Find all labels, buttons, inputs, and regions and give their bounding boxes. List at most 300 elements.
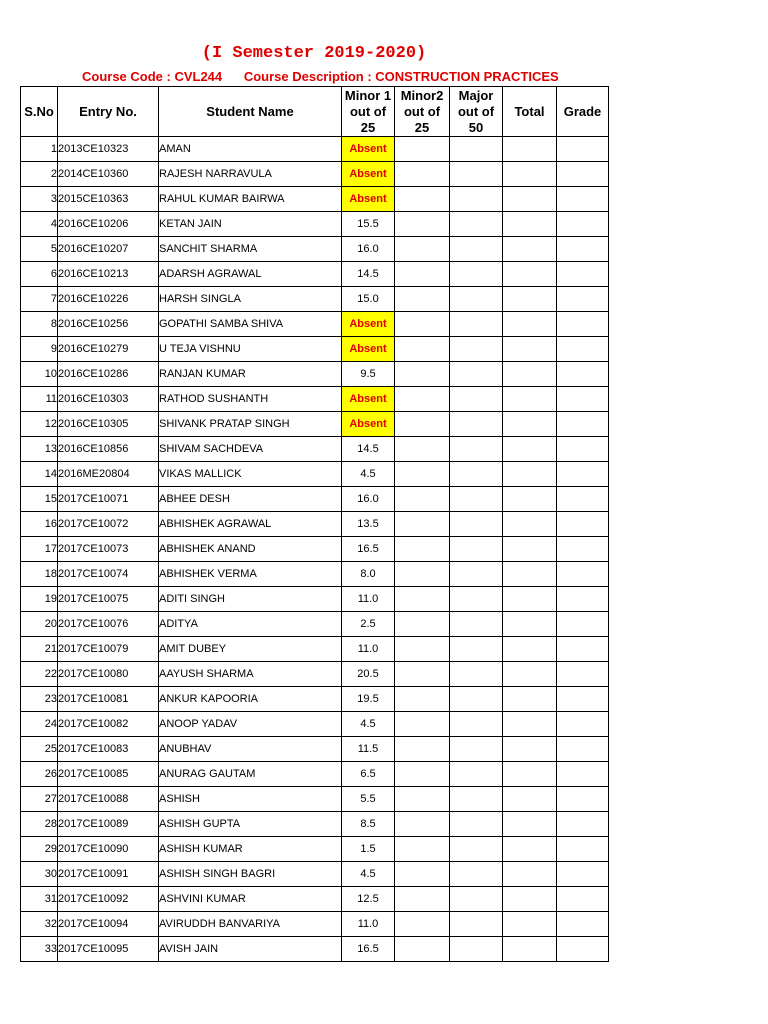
grade-cell <box>557 187 609 212</box>
total-cell <box>503 812 557 837</box>
grade-cell <box>557 512 609 537</box>
course-info: Course Code : CVL244 Course Description : CONSTRUCTION PRACTICES <box>82 69 559 84</box>
table-row <box>21 137 609 162</box>
column-header: Entry No. <box>58 87 159 137</box>
student-name-cell: RAJESH NARRAVULA <box>159 162 342 187</box>
major-cell <box>450 787 503 812</box>
total-cell <box>503 412 557 437</box>
major-cell <box>450 812 503 837</box>
total-cell <box>503 162 557 187</box>
minor2-cell <box>395 137 450 162</box>
table-row <box>21 287 609 312</box>
major-cell <box>450 687 503 712</box>
sno-cell: 11 <box>21 387 58 412</box>
sno-cell: 14 <box>21 462 58 487</box>
sno-cell: 31 <box>21 887 58 912</box>
total-cell <box>503 437 557 462</box>
minor1-cell: 9.5 <box>342 362 395 387</box>
minor2-cell <box>395 262 450 287</box>
minor1-cell: 5.5 <box>342 787 395 812</box>
minor2-cell <box>395 412 450 437</box>
student-name-cell: ABHISHEK ANAND <box>159 537 342 562</box>
column-header: Total <box>503 87 557 137</box>
minor2-cell <box>395 362 450 387</box>
table-row <box>21 912 609 937</box>
major-cell <box>450 862 503 887</box>
major-cell <box>450 187 503 212</box>
minor1-cell: 16.5 <box>342 937 395 962</box>
minor1-cell: 19.5 <box>342 687 395 712</box>
major-cell <box>450 562 503 587</box>
entry-no-cell: 2017CE10083 <box>58 737 159 762</box>
table-row <box>21 762 609 787</box>
entry-no-cell: 2016CE10256 <box>58 312 159 337</box>
entry-no-cell: 2016CE10213 <box>58 262 159 287</box>
grade-cell <box>557 237 609 262</box>
sno-cell: 28 <box>21 812 58 837</box>
entry-no-cell: 2016CE10206 <box>58 212 159 237</box>
major-cell <box>450 337 503 362</box>
entry-no-cell: 2017CE10081 <box>58 687 159 712</box>
sno-cell: 22 <box>21 662 58 687</box>
grade-cell <box>557 212 609 237</box>
entry-no-cell: 2014CE10360 <box>58 162 159 187</box>
major-cell <box>450 312 503 337</box>
sno-cell: 16 <box>21 512 58 537</box>
total-cell <box>503 587 557 612</box>
minor1-cell: 14.5 <box>342 437 395 462</box>
total-cell <box>503 362 557 387</box>
student-name-cell: ADITI SINGH <box>159 587 342 612</box>
grade-cell <box>557 612 609 637</box>
sno-cell: 18 <box>21 562 58 587</box>
table-row <box>21 387 609 412</box>
total-cell <box>503 337 557 362</box>
grade-cell <box>557 487 609 512</box>
minor1-cell: Absent <box>342 387 395 412</box>
major-cell <box>450 737 503 762</box>
sno-cell: 6 <box>21 262 58 287</box>
table-row <box>21 162 609 187</box>
minor2-cell <box>395 712 450 737</box>
minor1-cell: 14.5 <box>342 262 395 287</box>
total-cell <box>503 712 557 737</box>
grade-cell <box>557 412 609 437</box>
table-row <box>21 362 609 387</box>
total-cell <box>503 687 557 712</box>
minor2-cell <box>395 437 450 462</box>
grade-cell <box>557 337 609 362</box>
grade-cell <box>557 162 609 187</box>
column-header: Grade <box>557 87 609 137</box>
table-row <box>21 212 609 237</box>
entry-no-cell: 2013CE10323 <box>58 137 159 162</box>
sno-cell: 19 <box>21 587 58 612</box>
grade-cell <box>557 912 609 937</box>
major-cell <box>450 637 503 662</box>
table-row <box>21 487 609 512</box>
table-row <box>21 662 609 687</box>
total-cell <box>503 262 557 287</box>
entry-no-cell: 2017CE10071 <box>58 487 159 512</box>
student-name-cell: ASHISH <box>159 787 342 812</box>
table-row <box>21 937 609 962</box>
minor2-cell <box>395 762 450 787</box>
semester-title: (I Semester 2019-2020) <box>201 44 427 63</box>
student-name-cell: VIKAS MALLICK <box>159 462 342 487</box>
major-cell <box>450 612 503 637</box>
minor1-cell: Absent <box>342 337 395 362</box>
minor1-cell: 13.5 <box>342 512 395 537</box>
minor2-cell <box>395 512 450 537</box>
table-row <box>21 187 609 212</box>
grade-cell <box>557 537 609 562</box>
minor2-cell <box>395 837 450 862</box>
table-row <box>21 337 609 362</box>
grade-cell <box>557 862 609 887</box>
entry-no-cell: 2017CE10090 <box>58 837 159 862</box>
minor2-cell <box>395 337 450 362</box>
entry-no-cell: 2017CE10079 <box>58 637 159 662</box>
major-cell <box>450 212 503 237</box>
major-cell <box>450 587 503 612</box>
grade-cell <box>557 587 609 612</box>
total-cell <box>503 137 557 162</box>
major-cell <box>450 712 503 737</box>
table-row <box>21 237 609 262</box>
table-row <box>21 312 609 337</box>
grade-cell <box>557 137 609 162</box>
grade-cell <box>557 887 609 912</box>
student-name-cell: AMAN <box>159 137 342 162</box>
entry-no-cell: 2017CE10072 <box>58 512 159 537</box>
column-header: Minor2 out of 25 <box>395 87 450 137</box>
entry-no-cell: 2016CE10279 <box>58 337 159 362</box>
major-cell <box>450 387 503 412</box>
grade-cell <box>557 837 609 862</box>
minor2-cell <box>395 912 450 937</box>
student-name-cell: AAYUSH SHARMA <box>159 662 342 687</box>
student-name-cell: ANUBHAV <box>159 737 342 762</box>
student-name-cell: ANOOP YADAV <box>159 712 342 737</box>
minor2-cell <box>395 287 450 312</box>
total-cell <box>503 787 557 812</box>
grade-cell <box>557 437 609 462</box>
student-name-cell: ADARSH AGRAWAL <box>159 262 342 287</box>
minor2-cell <box>395 787 450 812</box>
sno-cell: 15 <box>21 487 58 512</box>
total-cell <box>503 287 557 312</box>
minor2-cell <box>395 212 450 237</box>
grade-cell <box>557 387 609 412</box>
entry-no-cell: 2017CE10080 <box>58 662 159 687</box>
table-row <box>21 587 609 612</box>
minor2-cell <box>395 587 450 612</box>
minor2-cell <box>395 612 450 637</box>
table-row <box>21 412 609 437</box>
major-cell <box>450 937 503 962</box>
entry-no-cell: 2017CE10075 <box>58 587 159 612</box>
minor2-cell <box>395 162 450 187</box>
major-cell <box>450 887 503 912</box>
total-cell <box>503 912 557 937</box>
total-cell <box>503 212 557 237</box>
entry-no-cell: 2017CE10092 <box>58 887 159 912</box>
entry-no-cell: 2015CE10363 <box>58 187 159 212</box>
grade-cell <box>557 812 609 837</box>
minor1-cell: 12.5 <box>342 887 395 912</box>
sno-cell: 26 <box>21 762 58 787</box>
entry-no-cell: 2017CE10091 <box>58 862 159 887</box>
minor1-cell: Absent <box>342 137 395 162</box>
student-name-cell: RAHUL KUMAR BAIRWA <box>159 187 342 212</box>
student-name-cell: ANURAG GAUTAM <box>159 762 342 787</box>
minor1-cell: 4.5 <box>342 712 395 737</box>
major-cell <box>450 412 503 437</box>
total-cell <box>503 887 557 912</box>
grade-cell <box>557 787 609 812</box>
total-cell <box>503 512 557 537</box>
minor1-cell: 15.0 <box>342 287 395 312</box>
sno-cell: 9 <box>21 337 58 362</box>
table-row <box>21 687 609 712</box>
grade-cell <box>557 737 609 762</box>
student-name-cell: KETAN JAIN <box>159 212 342 237</box>
minor1-cell: 20.5 <box>342 662 395 687</box>
minor1-cell: 6.5 <box>342 762 395 787</box>
total-cell <box>503 562 557 587</box>
table-row <box>21 462 609 487</box>
student-name-cell: AVISH JAIN <box>159 937 342 962</box>
sno-cell: 2 <box>21 162 58 187</box>
minor2-cell <box>395 737 450 762</box>
table-row <box>21 862 609 887</box>
table-row <box>21 712 609 737</box>
student-name-cell: ASHISH SINGH BAGRI <box>159 862 342 887</box>
minor2-cell <box>395 637 450 662</box>
minor2-cell <box>395 312 450 337</box>
student-name-cell: ABHISHEK VERMA <box>159 562 342 587</box>
sno-cell: 32 <box>21 912 58 937</box>
major-cell <box>450 912 503 937</box>
grade-cell <box>557 287 609 312</box>
grade-cell <box>557 762 609 787</box>
total-cell <box>503 387 557 412</box>
student-name-cell: AMIT DUBEY <box>159 637 342 662</box>
minor2-cell <box>395 187 450 212</box>
table-row <box>21 812 609 837</box>
grade-cell <box>557 662 609 687</box>
table-row <box>21 262 609 287</box>
minor1-cell: 4.5 <box>342 462 395 487</box>
total-cell <box>503 612 557 637</box>
grade-cell <box>557 262 609 287</box>
entry-no-cell: 2017CE10076 <box>58 612 159 637</box>
total-cell <box>503 487 557 512</box>
major-cell <box>450 237 503 262</box>
minor2-cell <box>395 687 450 712</box>
sno-cell: 12 <box>21 412 58 437</box>
major-cell <box>450 487 503 512</box>
student-name-cell: HARSH SINGLA <box>159 287 342 312</box>
header-row <box>21 87 609 137</box>
table-row <box>21 837 609 862</box>
table-row <box>21 737 609 762</box>
sno-cell: 5 <box>21 237 58 262</box>
major-cell <box>450 137 503 162</box>
grade-cell <box>557 362 609 387</box>
minor2-cell <box>395 662 450 687</box>
table-row <box>21 512 609 537</box>
major-cell <box>450 537 503 562</box>
total-cell <box>503 237 557 262</box>
total-cell <box>503 187 557 212</box>
table-row <box>21 612 609 637</box>
minor1-cell: 16.5 <box>342 537 395 562</box>
column-header: Minor 1 out of 25 <box>342 87 395 137</box>
minor1-cell: 4.5 <box>342 862 395 887</box>
student-name-cell: RANJAN KUMAR <box>159 362 342 387</box>
minor1-cell: 8.5 <box>342 812 395 837</box>
grade-cell <box>557 462 609 487</box>
entry-no-cell: 2016CE10856 <box>58 437 159 462</box>
major-cell <box>450 662 503 687</box>
minor1-cell: Absent <box>342 162 395 187</box>
entry-no-cell: 2017CE10094 <box>58 912 159 937</box>
entry-no-cell: 2017CE10085 <box>58 762 159 787</box>
sno-cell: 4 <box>21 212 58 237</box>
sno-cell: 29 <box>21 837 58 862</box>
sno-cell: 25 <box>21 737 58 762</box>
grade-cell <box>557 687 609 712</box>
sno-cell: 17 <box>21 537 58 562</box>
student-name-cell: RATHOD SUSHANTH <box>159 387 342 412</box>
minor1-cell: 2.5 <box>342 612 395 637</box>
table-body <box>21 137 609 962</box>
sno-cell: 30 <box>21 862 58 887</box>
minor1-cell: 11.0 <box>342 587 395 612</box>
major-cell <box>450 287 503 312</box>
student-name-cell: ASHVINI KUMAR <box>159 887 342 912</box>
minor2-cell <box>395 537 450 562</box>
grade-cell <box>557 712 609 737</box>
sno-cell: 7 <box>21 287 58 312</box>
column-header: S.No <box>21 87 58 137</box>
major-cell <box>450 512 503 537</box>
minor1-cell: Absent <box>342 312 395 337</box>
student-name-cell: ANKUR KAPOORIA <box>159 687 342 712</box>
total-cell <box>503 637 557 662</box>
total-cell <box>503 937 557 962</box>
major-cell <box>450 462 503 487</box>
sno-cell: 21 <box>21 637 58 662</box>
student-name-cell: AVIRUDDH BANVARIYA <box>159 912 342 937</box>
sno-cell: 23 <box>21 687 58 712</box>
sno-cell: 8 <box>21 312 58 337</box>
grade-cell <box>557 937 609 962</box>
total-cell <box>503 837 557 862</box>
student-name-cell: ASHISH GUPTA <box>159 812 342 837</box>
minor2-cell <box>395 862 450 887</box>
major-cell <box>450 762 503 787</box>
entry-no-cell: 2017CE10088 <box>58 787 159 812</box>
grade-cell <box>557 562 609 587</box>
table-row <box>21 437 609 462</box>
student-name-cell: U TEJA VISHNU <box>159 337 342 362</box>
sno-cell: 3 <box>21 187 58 212</box>
minor1-cell: 8.0 <box>342 562 395 587</box>
minor1-cell: 1.5 <box>342 837 395 862</box>
student-name-cell: GOPATHI SAMBA SHIVA <box>159 312 342 337</box>
minor1-cell: 15.5 <box>342 212 395 237</box>
entry-no-cell: 2016ME20804 <box>58 462 159 487</box>
sno-cell: 33 <box>21 937 58 962</box>
minor1-cell: 16.0 <box>342 237 395 262</box>
entry-no-cell: 2017CE10082 <box>58 712 159 737</box>
sno-cell: 27 <box>21 787 58 812</box>
table-row <box>21 637 609 662</box>
minor2-cell <box>395 237 450 262</box>
entry-no-cell: 2017CE10074 <box>58 562 159 587</box>
student-name-cell: SHIVANK PRATAP SINGH <box>159 412 342 437</box>
entry-no-cell: 2016CE10207 <box>58 237 159 262</box>
minor2-cell <box>395 487 450 512</box>
minor1-cell: Absent <box>342 187 395 212</box>
grade-cell <box>557 312 609 337</box>
entry-no-cell: 2016CE10303 <box>58 387 159 412</box>
minor1-cell: 11.0 <box>342 637 395 662</box>
minor2-cell <box>395 387 450 412</box>
total-cell <box>503 662 557 687</box>
minor2-cell <box>395 887 450 912</box>
minor1-cell: 11.0 <box>342 912 395 937</box>
sno-cell: 20 <box>21 612 58 637</box>
column-header: Major out of 50 <box>450 87 503 137</box>
minor1-cell: Absent <box>342 412 395 437</box>
student-name-cell: SANCHIT SHARMA <box>159 237 342 262</box>
major-cell <box>450 837 503 862</box>
student-name-cell: ADITYA <box>159 612 342 637</box>
entry-no-cell: 2016CE10305 <box>58 412 159 437</box>
table-row <box>21 887 609 912</box>
minor2-cell <box>395 462 450 487</box>
sno-cell: 10 <box>21 362 58 387</box>
total-cell <box>503 462 557 487</box>
minor2-cell <box>395 937 450 962</box>
grade-cell <box>557 637 609 662</box>
entry-no-cell: 2017CE10073 <box>58 537 159 562</box>
student-name-cell: ASHISH KUMAR <box>159 837 342 862</box>
major-cell <box>450 262 503 287</box>
major-cell <box>450 162 503 187</box>
student-name-cell: ABHEE DESH <box>159 487 342 512</box>
total-cell <box>503 737 557 762</box>
minor1-cell: 16.0 <box>342 487 395 512</box>
table-row <box>21 537 609 562</box>
sno-cell: 24 <box>21 712 58 737</box>
table-row <box>21 562 609 587</box>
student-name-cell: ABHISHEK AGRAWAL <box>159 512 342 537</box>
column-header: Student Name <box>159 87 342 137</box>
total-cell <box>503 862 557 887</box>
entry-no-cell: 2017CE10095 <box>58 937 159 962</box>
sno-cell: 1 <box>21 137 58 162</box>
total-cell <box>503 762 557 787</box>
major-cell <box>450 362 503 387</box>
sno-cell: 13 <box>21 437 58 462</box>
total-cell <box>503 312 557 337</box>
student-name-cell: SHIVAM SACHDEVA <box>159 437 342 462</box>
